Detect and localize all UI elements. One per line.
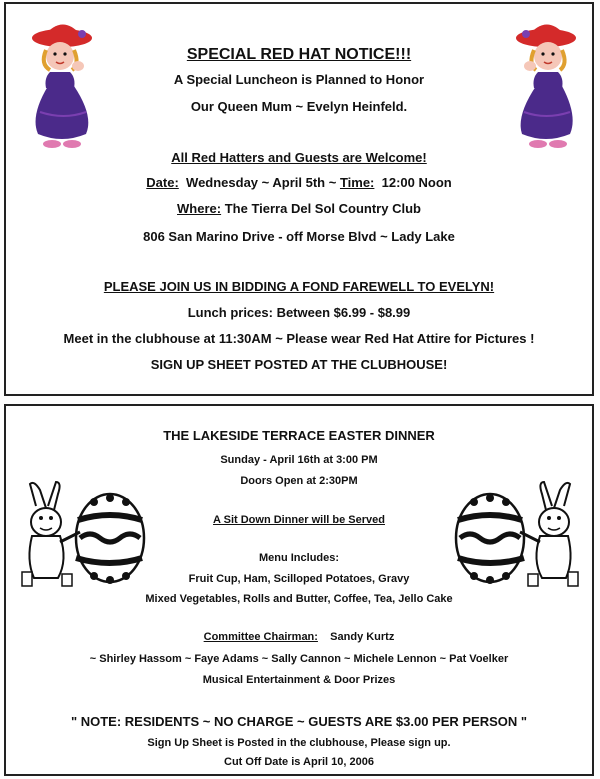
doors-open: Doors Open at 2:30PM xyxy=(240,475,358,487)
honoree-line: Our Queen Mum ~ Evelyn Heinfeld. xyxy=(190,99,408,114)
welcome-line: All Red Hatters and Guests are Welcome! xyxy=(171,150,427,165)
menu-line-2: Mixed Vegetables, Rolls and Butter, Coffee, Tea, Jello Cake xyxy=(145,593,453,605)
prices-line: Lunch prices: Between $6.99 - $8.99 xyxy=(187,305,411,320)
chairman-label: Committee Chairman: xyxy=(203,631,318,643)
menu-line-1: Fruit Cup, Ham, Scilloped Potatoes, Gravy xyxy=(188,573,410,585)
where-label: Where: xyxy=(177,201,222,216)
cutoff-line: Cut Off Date is April 10, 2006 xyxy=(224,756,374,768)
where-line xyxy=(6,201,592,216)
entertainment-line: Musical Entertainment & Door Prizes xyxy=(202,674,396,686)
dinner-title: THE LAKESIDE TERRACE EASTER DINNER xyxy=(163,428,435,443)
meet-line: Meet in the clubhouse at 11:30AM ~ Please wear Red Hat Attire for Pictures ! xyxy=(63,331,535,346)
date-time-line xyxy=(6,175,592,190)
sit-down-line: A Sit Down Dinner will be Served xyxy=(213,514,385,526)
note-line: " NOTE: RESIDENTS ~ NO CHARGE ~ GUESTS ARE $3.00 PER PERSON " xyxy=(70,714,528,729)
dinner-signup-line: Sign Up Sheet is Posted in the clubhouse, Please sign up. xyxy=(147,737,451,749)
notice-title: SPECIAL RED HAT NOTICE!!! xyxy=(186,46,412,63)
farewell-line: PLEASE JOIN US IN BIDDING A FOND FAREWELL TO EVELYN! xyxy=(103,279,495,294)
separator: ~ xyxy=(328,175,337,190)
chairman-name: Sandy Kurtz xyxy=(330,631,395,643)
chairman-line xyxy=(6,631,592,643)
time-value: 12:00 Noon xyxy=(381,175,452,190)
menu-heading: Menu Includes: xyxy=(258,552,340,564)
date-label: Date: xyxy=(146,175,179,190)
red-hat-notice xyxy=(4,2,594,396)
committee-line: ~ Shirley Hassom ~ Faye Adams ~ Sally Cannon ~ Michele Lennon ~ Pat Voelker xyxy=(89,653,509,665)
time-label: Time: xyxy=(339,175,375,190)
dinner-when: Sunday - April 16th at 3:00 PM xyxy=(220,454,378,466)
where-value: The Tierra Del Sol Country Club xyxy=(224,201,421,216)
address-line: 806 San Marino Drive - off Morse Blvd ~ Lady Lake xyxy=(143,229,455,244)
signup-line: SIGN UP SHEET POSTED AT THE CLUBHOUSE! xyxy=(150,357,448,372)
easter-dinner-notice xyxy=(4,404,594,776)
date-value: Wednesday ~ April 5th xyxy=(186,175,326,190)
luncheon-line: A Special Luncheon is Planned to Honor xyxy=(173,72,425,87)
